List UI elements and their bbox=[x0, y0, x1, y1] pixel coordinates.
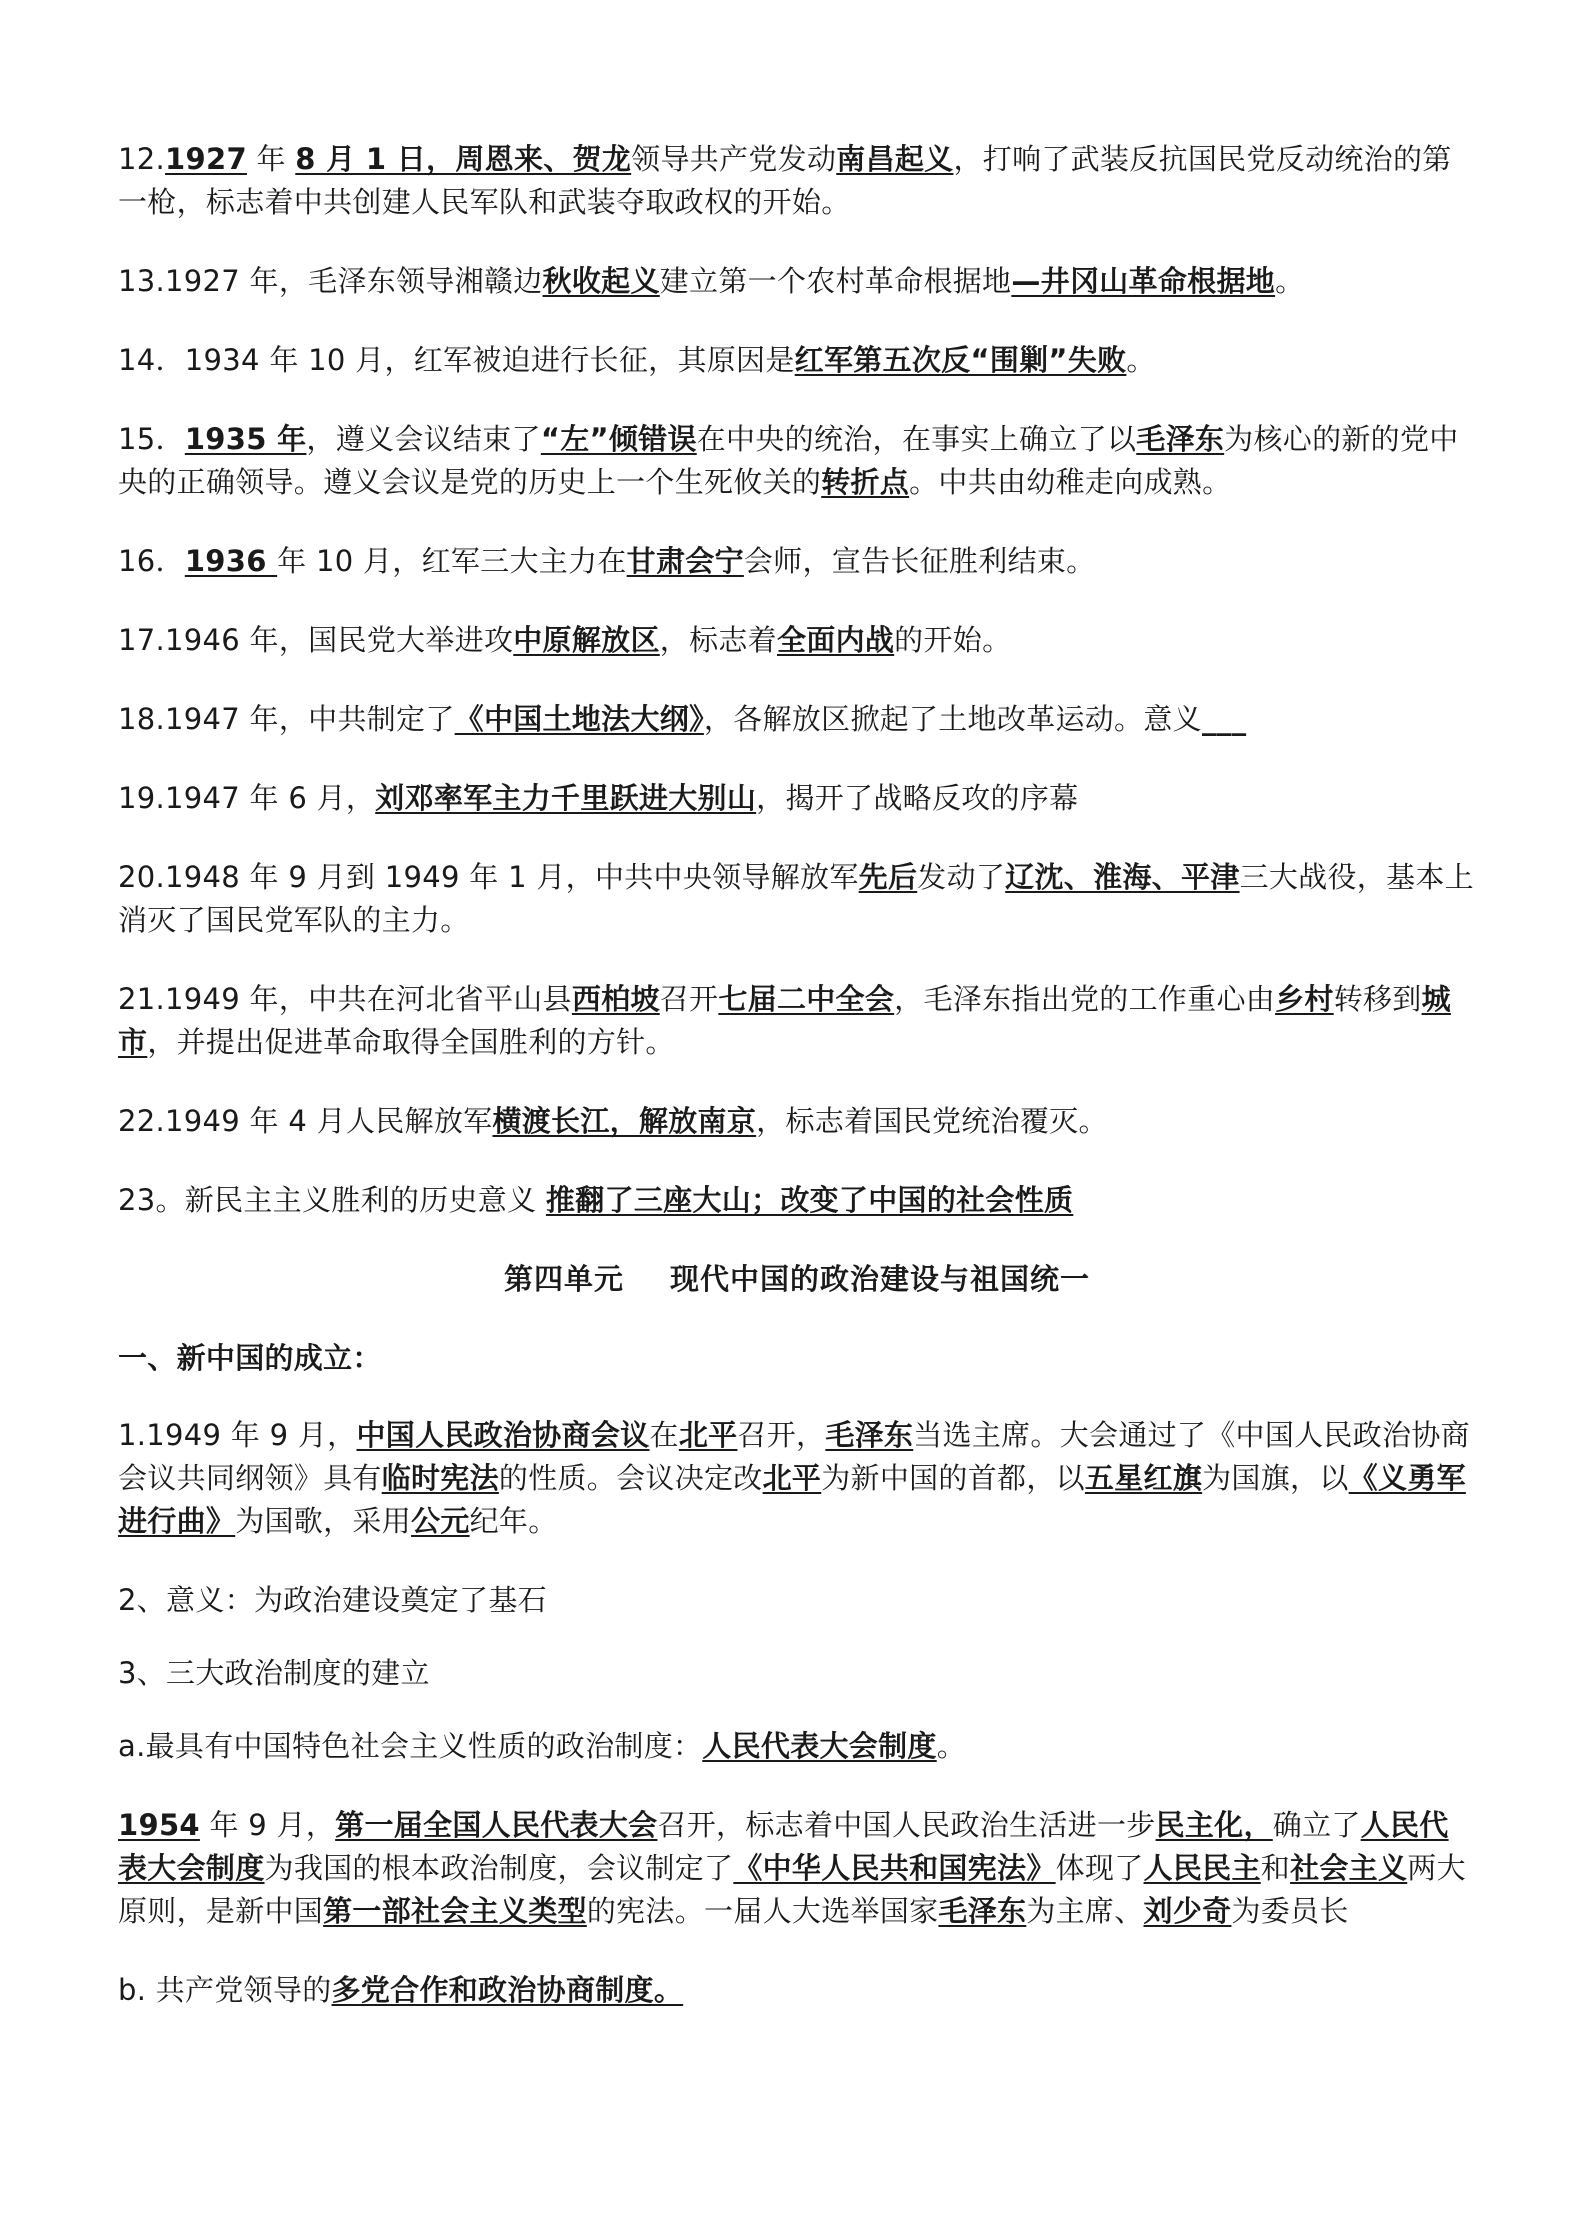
text-run: 和 bbox=[1260, 1851, 1291, 1885]
text-run: 13.1927 年，毛泽东领导湘赣边 bbox=[118, 264, 543, 298]
underlined-key-term: 推翻了三座大山；改变了中国的社会性质 bbox=[545, 1183, 1074, 1217]
text-run: 纪年。 bbox=[469, 1504, 558, 1538]
paragraph-item bbox=[118, 1652, 1476, 1695]
paragraph-item bbox=[118, 777, 1476, 820]
underlined-key-term: 人民代表大会制度 bbox=[118, 1808, 1449, 1885]
underlined-key-term: 北平 bbox=[678, 1418, 738, 1452]
text-run: ___ bbox=[1201, 702, 1247, 736]
underlined-key-term: 七届二中全会 bbox=[718, 982, 895, 1016]
history-items-part-1 bbox=[118, 138, 1476, 1222]
text-run: 为核心的新的党中央的正确领导。遵义会议是党的历史上一个生死攸关的 bbox=[118, 422, 1459, 499]
text-run: 21.1949 年，中共在河北省平山县 bbox=[118, 982, 572, 1016]
paragraph-item bbox=[118, 1100, 1476, 1143]
unit-heading-number: 第四单元 bbox=[503, 1262, 624, 1296]
text-run: 2、意义：为政治建设奠定了基石 bbox=[118, 1583, 547, 1617]
underlined-key-term: 毛泽东 bbox=[825, 1418, 914, 1452]
underlined-key-term: 转折点 bbox=[821, 465, 910, 499]
underlined-key-term: 先后 bbox=[858, 860, 918, 894]
underlined-key-term: 毛泽东 bbox=[1136, 422, 1225, 456]
text-run: 召开 bbox=[659, 982, 719, 1016]
paragraph-item bbox=[118, 1804, 1476, 1933]
paragraph-item bbox=[118, 260, 1476, 303]
paragraph-item bbox=[118, 339, 1476, 382]
text-run: 。中共由幼稚走向成熟。 bbox=[909, 465, 1232, 499]
text-run: 确立了 bbox=[1272, 1808, 1361, 1842]
paragraph-item bbox=[118, 1179, 1476, 1222]
unit-heading-title: 现代中国的政治建设与祖国统一 bbox=[670, 1262, 1091, 1296]
underlined-key-term: 刘少奇 bbox=[1143, 1894, 1232, 1928]
paragraph-item bbox=[118, 1969, 1476, 2012]
underlined-key-term: 秋收起义 bbox=[542, 264, 660, 298]
underlined-key-term: 民主化， bbox=[1155, 1808, 1273, 1842]
text-run: ，遵义会议结束了 bbox=[306, 422, 541, 456]
paragraph-item bbox=[118, 978, 1476, 1064]
text-run: ，毛泽东指出党的工作重心由 bbox=[894, 982, 1276, 1016]
underlined-key-term: 多党合作和政治协商制度。 bbox=[331, 1973, 684, 2007]
underlined-key-term: 北平 bbox=[762, 1461, 822, 1495]
paragraph-item bbox=[118, 1414, 1476, 1543]
underlined-key-term: 1954 bbox=[118, 1808, 200, 1842]
text-run: 发动了 bbox=[917, 860, 1006, 894]
unit-heading bbox=[118, 1258, 1476, 1301]
underlined-key-term: 8 月 1 日，周恩来、贺龙 bbox=[295, 142, 632, 176]
text-run: 为国歌，采用 bbox=[235, 1504, 412, 1538]
underlined-key-term: 中原解放区 bbox=[513, 623, 660, 657]
underlined-key-term: 1927 bbox=[165, 142, 247, 176]
text-run: ，各解放区掀起了土地改革运动。意义 bbox=[703, 702, 1202, 736]
text-run: 在中央的统治，在事实上确立了以 bbox=[696, 422, 1137, 456]
text-run: 22.1949 年 4 月人民解放军 bbox=[118, 1104, 493, 1138]
text-run: 召开，标志着中国人民政治生活进一步 bbox=[657, 1808, 1156, 1842]
text-run: ，打响了武装反抗国民党反动统治的第一枪，标志着中共创建人民军队和武装夺取政权的开始。 bbox=[118, 142, 1452, 219]
text-run: 20.1948 年 9 月到 1949 年 1 月，中共中央领导解放军 bbox=[118, 860, 859, 894]
text-run: 会师，宣告长征胜利结束。 bbox=[743, 544, 1096, 578]
underlined-key-term: 城市 bbox=[118, 982, 1451, 1059]
text-run: 。 bbox=[1275, 264, 1305, 298]
text-run: 。 bbox=[1126, 343, 1156, 377]
underlined-key-term: 全面内战 bbox=[776, 623, 895, 657]
text-run: 16． bbox=[118, 544, 185, 578]
underlined-key-term: —井冈山革命根据地 bbox=[1011, 264, 1276, 298]
text-run: 1.1949 年 9 月， bbox=[118, 1418, 357, 1452]
paragraph-item bbox=[118, 698, 1476, 741]
text-run: 为委员长 bbox=[1231, 1894, 1349, 1928]
text-run: a.最具有中国特色社会主义性质的政治制度： bbox=[118, 1729, 703, 1763]
paragraph-item bbox=[118, 138, 1476, 224]
text-run: 19.1947 年 6 月， bbox=[118, 781, 376, 815]
underlined-key-term: 《中华人民共和国宪法》 bbox=[733, 1851, 1056, 1885]
text-run: b. 共产党领导的 bbox=[118, 1973, 332, 2007]
underlined-key-term: 《中国土地法大纲》 bbox=[454, 702, 704, 736]
document-page bbox=[118, 138, 1476, 2048]
text-run: 年 9 月， bbox=[199, 1808, 336, 1842]
text-run: 为国旗，以 bbox=[1202, 1461, 1349, 1495]
text-run: 体现了 bbox=[1055, 1851, 1144, 1885]
text-run: 三大战役，基本上消灭了国民党军队的主力。 bbox=[118, 860, 1474, 937]
underlined-key-term: 临时宪法 bbox=[381, 1461, 499, 1495]
text-run: 。 bbox=[936, 1729, 967, 1763]
text-run: 转移到 bbox=[1333, 982, 1422, 1016]
text-run: 14．1934 年 10 月，红军被迫进行长征，其原因是 bbox=[118, 343, 795, 377]
underlined-key-term: 乡村 bbox=[1275, 982, 1334, 1016]
underlined-key-term: 毛泽东 bbox=[938, 1894, 1027, 1928]
text-run: 3、三大政治制度的建立 bbox=[118, 1656, 430, 1690]
paragraph-item bbox=[118, 619, 1476, 662]
text-run: 年 bbox=[246, 142, 296, 176]
text-run: 的宪法。一届人大选举国家 bbox=[586, 1894, 939, 1928]
underlined-key-term: 《义勇军进行曲》 bbox=[118, 1461, 1466, 1538]
text-run: 为新中国的首都，以 bbox=[821, 1461, 1085, 1495]
underlined-key-term: “左”倾错误 bbox=[540, 422, 697, 456]
underlined-key-term: 西柏坡 bbox=[571, 982, 660, 1016]
underlined-key-term: 第一届全国人民代表大会 bbox=[335, 1808, 658, 1842]
text-run: 23。新民主主义胜利的历史意义 bbox=[118, 1183, 546, 1217]
underlined-key-term: 五星红旗 bbox=[1084, 1461, 1203, 1495]
paragraph-item bbox=[118, 418, 1476, 504]
underlined-key-term: 甘肃会宁 bbox=[626, 544, 744, 578]
text-run: 为主席、 bbox=[1026, 1894, 1144, 1928]
underlined-key-term: 横渡长江，解放南京 bbox=[492, 1104, 757, 1138]
section-title: 一、新中国的成立： bbox=[118, 1341, 382, 1375]
underlined-key-term: 南昌起义 bbox=[836, 142, 954, 176]
history-items-part-2 bbox=[118, 1414, 1476, 2012]
text-run: 建立第一个农村革命根据地 bbox=[659, 264, 1012, 298]
text-run: 两大原则，是新中国 bbox=[118, 1851, 1466, 1928]
text-run: ，标志着 bbox=[659, 623, 777, 657]
text-run: 17.1946 年，国民党大举进攻 bbox=[118, 623, 514, 657]
underlined-key-term: 人民代表大会制度 bbox=[702, 1729, 937, 1763]
underlined-key-term: 刘邓率军主力千里跃进大别山 bbox=[375, 781, 757, 815]
underlined-key-term: 第一部社会主义类型 bbox=[323, 1894, 587, 1928]
text-run: 年 10 月，红军三大主力在 bbox=[277, 544, 627, 578]
text-run: ，并提出促进革命取得全国胜利的方针。 bbox=[147, 1025, 675, 1059]
underlined-key-term: 人民民主 bbox=[1143, 1851, 1261, 1885]
underlined-key-term: 辽沈、淮海、平津 bbox=[1005, 860, 1240, 894]
text-run: 为我国的根本政治制度，会议制定了 bbox=[264, 1851, 734, 1885]
paragraph-item bbox=[118, 856, 1476, 942]
text-run: 12. bbox=[118, 142, 166, 176]
text-run: 的性质。会议决定改 bbox=[498, 1461, 763, 1495]
underlined-key-term: 中国人民政治协商会议 bbox=[356, 1418, 650, 1452]
text-run: 在 bbox=[649, 1418, 679, 1452]
underlined-key-term: 1935 年 bbox=[184, 422, 307, 456]
underlined-key-term: 红军第五次反“围剿”失败 bbox=[794, 343, 1127, 377]
paragraph-item bbox=[118, 540, 1476, 583]
text-run: 的开始。 bbox=[894, 623, 1012, 657]
text-run: 15． bbox=[118, 422, 185, 456]
text-run: ，标志着国民党统治覆灭。 bbox=[756, 1104, 1108, 1138]
text-run: 当选主席。大会通过了《中国人民政治协商会议共同纲领》具有 bbox=[118, 1418, 1470, 1495]
text-run: 领导共产党发动 bbox=[631, 142, 837, 176]
paragraph-item bbox=[118, 1579, 1476, 1622]
text-run: 召开， bbox=[737, 1418, 826, 1452]
text-run: 18.1947 年，中共制定了 bbox=[118, 702, 455, 736]
underlined-key-term: 公元 bbox=[411, 1504, 470, 1538]
underlined-key-term: 社会主义 bbox=[1290, 1851, 1408, 1885]
underlined-key-term: 1936 bbox=[184, 544, 278, 578]
paragraph-item bbox=[118, 1725, 1476, 1768]
text-run: ，揭开了战略反攻的序幕 bbox=[756, 781, 1079, 815]
